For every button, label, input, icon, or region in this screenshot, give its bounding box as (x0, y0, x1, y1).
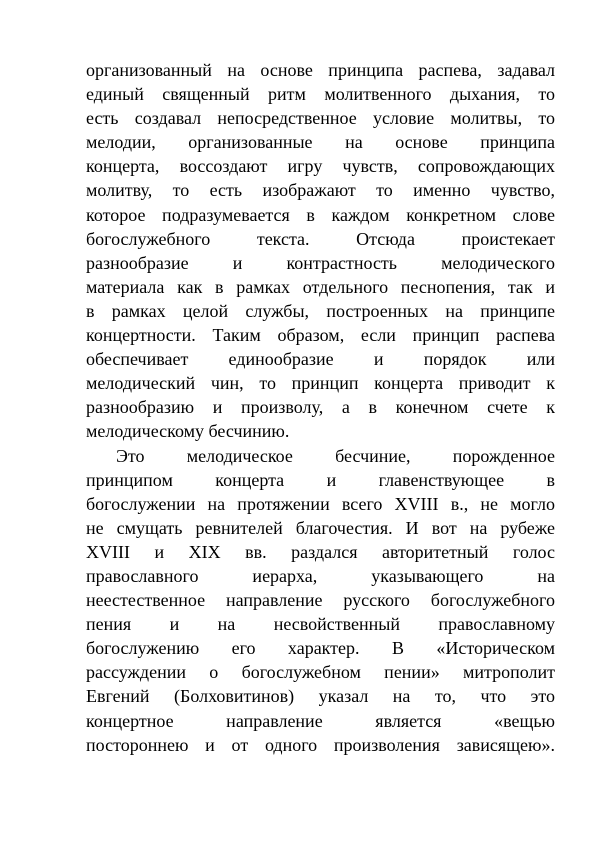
text-line: которое подразумевается в каждом конкретном слове (86, 204, 555, 225)
text-line: пения и на несвойственный православному (86, 614, 555, 635)
text-line: богослужению его характер. В «Историческом (86, 638, 555, 659)
text-line: концертности. Таким образом, если принцип распева (86, 325, 555, 346)
text-line: мелодическому бесчинию. (86, 421, 290, 442)
body-text (86, 58, 555, 757)
text-line: неестественное направление русского богослужебного (86, 590, 555, 611)
text-line: материала как в рамках отдельного песнопения, так и (86, 276, 555, 297)
text-line: разнообразие и контрастность мелодического (86, 252, 555, 273)
text-line: обеспечивает единообразие и порядок или (86, 349, 555, 370)
text-line: концерта, воссоздают игру чувств, сопровождающих (86, 156, 555, 177)
text-line: мелодический чин, то принцип концерта приводит к (86, 373, 555, 394)
text-line: богослужебного текста. Отсюда проистекает (86, 228, 555, 249)
text-line: в рамках целой службы, построенных на принципе (86, 300, 555, 321)
text-line: богослужении на протяжении всего XVIII в., не могло (86, 493, 555, 514)
text-line: Евгений (Болховитинов) указал на то, что это (86, 686, 555, 707)
paragraph-start-line: Это мелодическое бесчиние, порожденное (116, 445, 555, 466)
text-line: не смущать ревнителей благочестия. И вот на рубеже (86, 517, 555, 538)
text-line: мелодии, организованные на основе принципа (86, 132, 555, 153)
text-line: рассуждении о богослужебном пении» митрополит (86, 662, 555, 683)
text-line: молитву, то есть изображают то именно чувство, (86, 180, 555, 201)
text-line: принципом концерта и главенствующее в (86, 469, 555, 490)
text-line: постороннею и от одного произволения зависящею». (86, 734, 555, 755)
text-line: XVIII и XIX вв. раздался авторитетный голос (86, 541, 555, 562)
text-line: есть создавал непосредственное условие молитвы, то (86, 108, 555, 129)
text-line: организованный на основе принципа распева, задавал (86, 60, 555, 80)
text-line: единый священный ритм молитвенного дыхания, то (86, 84, 555, 105)
text-line: православного иерарха, указывающего на (86, 565, 555, 586)
text-line: разнообразию и произволу, а в конечном счете к (86, 397, 555, 418)
text-line: концертное направление является «вещью (86, 710, 555, 731)
